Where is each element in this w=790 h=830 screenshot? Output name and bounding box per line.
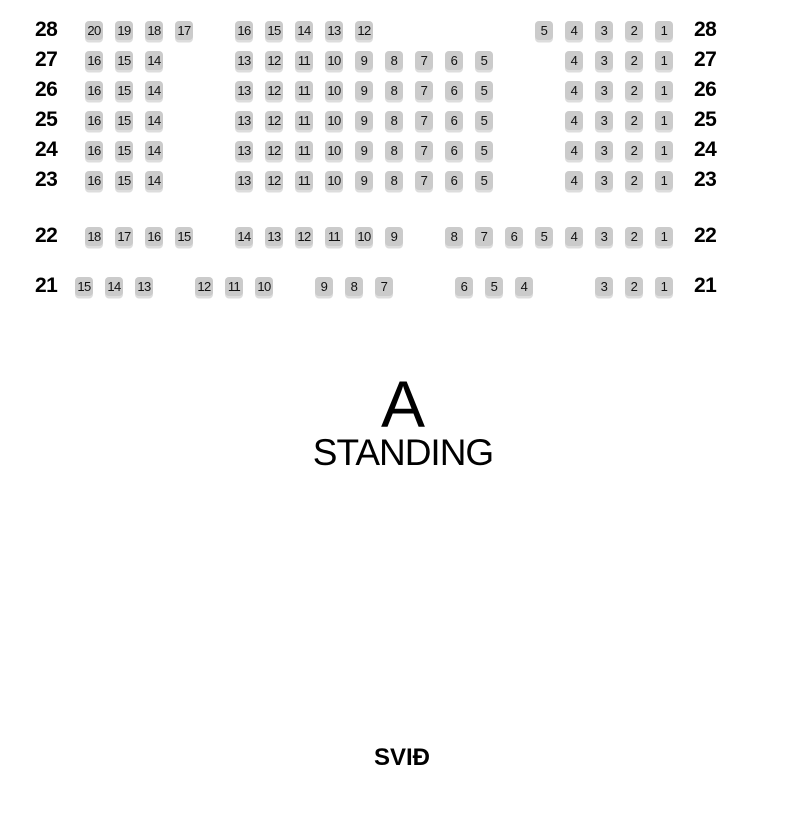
seat-row27-8[interactable]: 8 [385,51,403,70]
seat-row26-12[interactable]: 12 [265,81,283,100]
seat-row24-4[interactable]: 4 [565,141,583,160]
seat-row26-14[interactable]: 14 [145,81,163,100]
seat-row21-9[interactable]: 9 [315,277,333,296]
seat-row22-18[interactable]: 18 [85,227,103,246]
seat-row22-10[interactable]: 10 [355,227,373,246]
seat-row21-14[interactable]: 14 [105,277,123,296]
row-label-right-22: 22 [694,224,717,247]
seat-row24-15[interactable]: 15 [115,141,133,160]
seat-row26-6[interactable]: 6 [445,81,463,100]
seat-row28-4[interactable]: 4 [565,21,583,40]
seat-row25-3[interactable]: 3 [595,111,613,130]
seat-row21-5[interactable]: 5 [485,277,503,296]
row-label-left-23: 23 [35,168,58,191]
seat-row23-10[interactable]: 10 [325,171,343,190]
seat-row25-7[interactable]: 7 [415,111,433,130]
seat-row22-17[interactable]: 17 [115,227,133,246]
seat-row24-9[interactable]: 9 [355,141,373,160]
row-label-left-25: 25 [35,108,58,131]
seat-row27-11[interactable]: 11 [295,51,313,70]
seat-row21-12[interactable]: 12 [195,277,213,296]
section-type-label: STANDING [312,432,494,473]
seat-row28-5[interactable]: 5 [535,21,553,40]
seat-row22-2[interactable]: 2 [625,227,643,246]
seat-row27-13[interactable]: 13 [235,51,253,70]
seat-row26-4[interactable]: 4 [565,81,583,100]
seat-row21-8[interactable]: 8 [345,277,363,296]
row-label-right-21: 21 [694,274,717,297]
seat-row25-6[interactable]: 6 [445,111,463,130]
seat-row23-7[interactable]: 7 [415,171,433,190]
row-label-right-24: 24 [694,138,717,161]
row-label-right-25: 25 [694,108,717,131]
row-label-right-26: 26 [694,78,717,101]
seat-row21-4[interactable]: 4 [515,277,533,296]
seat-row25-14[interactable]: 14 [145,111,163,130]
seat-row24-2[interactable]: 2 [625,141,643,160]
seat-row21-7[interactable]: 7 [375,277,393,296]
seat-row26-9[interactable]: 9 [355,81,373,100]
seat-row26-11[interactable]: 11 [295,81,313,100]
seat-row24-16[interactable]: 16 [85,141,103,160]
seat-row23-2[interactable]: 2 [625,171,643,190]
seat-row21-2[interactable]: 2 [625,277,643,296]
seat-row21-1[interactable]: 1 [655,277,673,296]
seat-row28-17[interactable]: 17 [175,21,193,40]
seat-row28-3[interactable]: 3 [595,21,613,40]
seat-row24-13[interactable]: 13 [235,141,253,160]
row-label-right-23: 23 [694,168,717,191]
seat-row23-1[interactable]: 1 [655,171,673,190]
seat-row24-6[interactable]: 6 [445,141,463,160]
seat-row22-6[interactable]: 6 [505,227,523,246]
seat-row22-5[interactable]: 5 [535,227,553,246]
seat-row23-11[interactable]: 11 [295,171,313,190]
seat-row27-15[interactable]: 15 [115,51,133,70]
seat-row25-1[interactable]: 1 [655,111,673,130]
seat-row26-3[interactable]: 3 [595,81,613,100]
seat-row23-15[interactable]: 15 [115,171,133,190]
seat-row27-2[interactable]: 2 [625,51,643,70]
row-label-right-28: 28 [694,18,717,41]
seat-row26-13[interactable]: 13 [235,81,253,100]
seat-row27-16[interactable]: 16 [85,51,103,70]
row-label-left-27: 27 [35,48,58,71]
seat-row24-12[interactable]: 12 [265,141,283,160]
seat-row24-3[interactable]: 3 [595,141,613,160]
seat-row28-2[interactable]: 2 [625,21,643,40]
seat-row23-3[interactable]: 3 [595,171,613,190]
standing-section-a[interactable] [312,367,494,473]
row-label-left-28: 28 [35,18,58,41]
seat-row28-15[interactable]: 15 [265,21,283,40]
seat-row25-16[interactable]: 16 [85,111,103,130]
row-label-left-22: 22 [35,224,58,247]
seat-row26-7[interactable]: 7 [415,81,433,100]
seat-row25-13[interactable]: 13 [235,111,253,130]
seat-row28-20[interactable]: 20 [85,21,103,40]
seat-row27-14[interactable]: 14 [145,51,163,70]
seat-row21-13[interactable]: 13 [135,277,153,296]
seat-row26-2[interactable]: 2 [625,81,643,100]
seat-row26-15[interactable]: 15 [115,81,133,100]
seat-row23-12[interactable]: 12 [265,171,283,190]
seat-row25-9[interactable]: 9 [355,111,373,130]
seat-row25-2[interactable]: 2 [625,111,643,130]
seat-row23-8[interactable]: 8 [385,171,403,190]
seat-row22-8[interactable]: 8 [445,227,463,246]
seat-row27-10[interactable]: 10 [325,51,343,70]
seat-row24-7[interactable]: 7 [415,141,433,160]
seat-row21-11[interactable]: 11 [225,277,243,296]
seat-row22-14[interactable]: 14 [235,227,253,246]
row-label-left-24: 24 [35,138,58,161]
seat-row21-15[interactable]: 15 [75,277,93,296]
seat-row22-3[interactable]: 3 [595,227,613,246]
seat-row24-14[interactable]: 14 [145,141,163,160]
seat-row27-5[interactable]: 5 [475,51,493,70]
seat-row25-8[interactable]: 8 [385,111,403,130]
seat-row28-19[interactable]: 19 [115,21,133,40]
seat-row26-8[interactable]: 8 [385,81,403,100]
seat-row27-9[interactable]: 9 [355,51,373,70]
seat-row28-14[interactable]: 14 [295,21,313,40]
seat-row26-1[interactable]: 1 [655,81,673,100]
seat-row27-12[interactable]: 12 [265,51,283,70]
seat-row27-3[interactable]: 3 [595,51,613,70]
seat-row26-10[interactable]: 10 [325,81,343,100]
seat-row24-8[interactable]: 8 [385,141,403,160]
row-label-left-21: 21 [35,274,58,297]
seat-row23-5[interactable]: 5 [475,171,493,190]
seat-row27-4[interactable]: 4 [565,51,583,70]
seat-row21-3[interactable]: 3 [595,277,613,296]
seat-row28-18[interactable]: 18 [145,21,163,40]
seat-row22-16[interactable]: 16 [145,227,163,246]
seat-row25-12[interactable]: 12 [265,111,283,130]
row-label-right-27: 27 [694,48,717,71]
row-label-left-26: 26 [35,78,58,101]
seat-row22-7[interactable]: 7 [475,227,493,246]
seat-row24-5[interactable]: 5 [475,141,493,160]
seat-row23-14[interactable]: 14 [145,171,163,190]
seat-row23-4[interactable]: 4 [565,171,583,190]
seat-row21-6[interactable]: 6 [455,277,473,296]
seat-row23-16[interactable]: 16 [85,171,103,190]
seat-row26-16[interactable]: 16 [85,81,103,100]
seat-row28-1[interactable]: 1 [655,21,673,40]
seat-row23-9[interactable]: 9 [355,171,373,190]
seat-row27-7[interactable]: 7 [415,51,433,70]
seat-row22-9[interactable]: 9 [385,227,403,246]
seat-row22-1[interactable]: 1 [655,227,673,246]
seat-row22-12[interactable]: 12 [295,227,313,246]
seat-row27-1[interactable]: 1 [655,51,673,70]
seat-row22-11[interactable]: 11 [325,227,343,246]
seat-row27-6[interactable]: 6 [445,51,463,70]
seat-row22-13[interactable]: 13 [265,227,283,246]
seat-row25-5[interactable]: 5 [475,111,493,130]
seat-row23-6[interactable]: 6 [445,171,463,190]
seat-row25-4[interactable]: 4 [565,111,583,130]
seat-row28-16[interactable]: 16 [235,21,253,40]
seat-row22-4[interactable]: 4 [565,227,583,246]
seat-row24-10[interactable]: 10 [325,141,343,160]
section-letter: A [380,367,426,441]
stage-label: SVIÐ [373,744,431,771]
seat-row22-15[interactable]: 15 [175,227,193,246]
seat-row24-1[interactable]: 1 [655,141,673,160]
seat-row28-13[interactable]: 13 [325,21,343,40]
seat-row25-15[interactable]: 15 [115,111,133,130]
seat-row21-10[interactable]: 10 [255,277,273,296]
seat-row28-12[interactable]: 12 [355,21,373,40]
seat-row23-13[interactable]: 13 [235,171,253,190]
seat-row24-11[interactable]: 11 [295,141,313,160]
seat-row26-5[interactable]: 5 [475,81,493,100]
seat-row25-11[interactable]: 11 [295,111,313,130]
seat-row25-10[interactable]: 10 [325,111,343,130]
